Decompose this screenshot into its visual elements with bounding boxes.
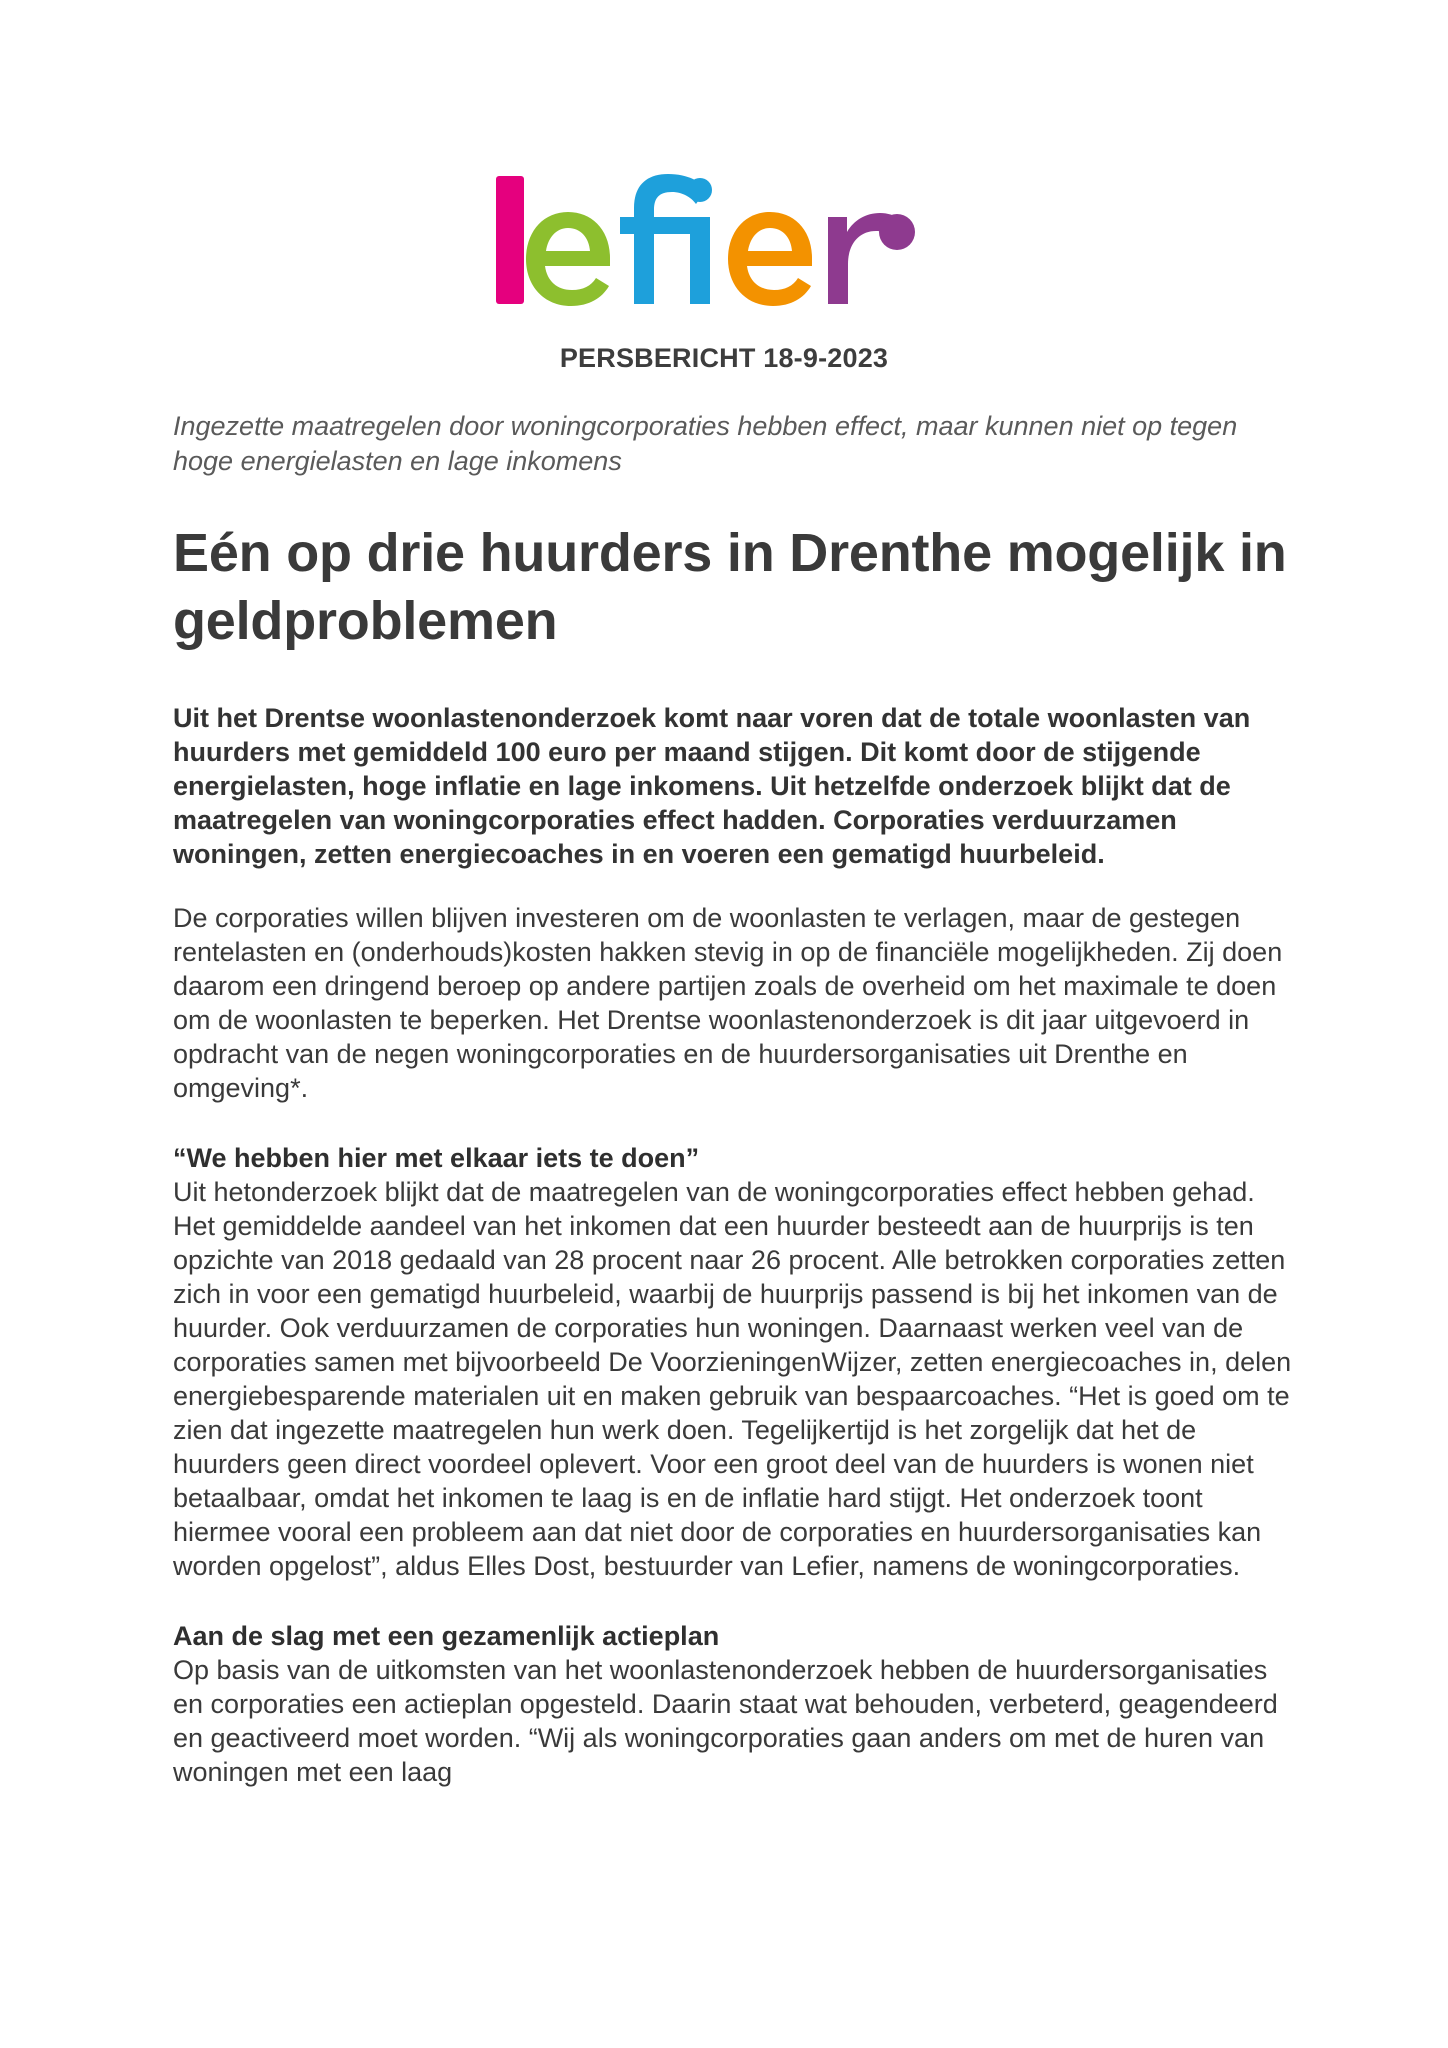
article-headline: Eén op drie huurders in Drenthe mogelijk in geldproblemen — [173, 523, 1287, 651]
section-body-2: Op basis van de uitkomsten van het woonlastenonderzoek hebben de huurdersorganisaties en corporaties een actieplan opgesteld. Daarin staat wat behouden, verbeterd, geagendeerd en geactiveerd moet worden. “Wij als woningcorporaties gaan anders om met de huren van woningen met een laag — [173, 1655, 1278, 1787]
section-body-1: Uit hetonderzoek blijkt dat de maatregelen van de woningcorporaties effect hebben gehad. Het gemiddelde aandeel van het inkomen dat een huurder besteedt aan de huurprijs is ten opzichte van 2018 gedaald van 28 procent naar 26 procent. Alle betrokken corporaties zetten zich in voor een gematigd huurbeleid, waarbij de huurprijs passend is bij het inkomen van de huurder. Ook verduurzamen de corporaties hun woningen. Daarnaast werken veel van de corporaties samen met bijvoorbeeld De VoorzieningenWijzer, zetten energiecoaches in, delen energiebesparende materialen uit en maken gebruik van bespaarcoaches. “Het is goed om te zien dat ingezette maatregelen hun werk doen. Tegelijkertijd is het zorgelijk dat het de huurders geen direct voordeel oplevert. Voor een groot deel van de huurders is wonen niet betaalbaar, omdat het inkomen te laag is en de inflatie hard stijgt. Het onderzoek toont hiermee vooral een probleem aan dat niet door de corporaties en huurdersorganisaties kan worden opgelost”, aldus Elles Dost, bestuurder van Lefier, namens de woningcorporaties. — [173, 1177, 1292, 1581]
lefier-logo — [492, 150, 962, 325]
section-heading-2: Aan de slag met een gezamenlijk actieplan — [173, 1621, 720, 1651]
press-release-dateline: PERSBERICHT 18-9-2023 — [559, 343, 889, 373]
article-lead: Uit het Drentse woonlastenonderzoek komt naar voren dat de totale woonlasten van huurders met gemiddeld 100 euro per maand stijgen. Dit komt door de stijgende energielasten, hoge inflatie en lage inkomens. Uit hetzelfde onderzoek blijkt dat de maatregelen van woningcorporaties effect hadden. Corporaties verduurzamen woningen, zetten energiecoaches in en voeren een gematigd huurbeleid. — [173, 703, 1251, 869]
article-body — [173, 409, 1293, 1789]
article-subtitle: Ingezette maatregelen door woningcorporaties hebben effect, maar kunnen niet op tegen hoge energielasten en lage inkomens — [173, 411, 1238, 476]
lefier-logo-icon — [492, 150, 962, 325]
section-heading-1: “We hebben hier met elkaar iets te doen” — [173, 1143, 700, 1173]
paragraph-1: De corporaties willen blijven investeren om de woonlasten te verlagen, maar de gestegen rentelasten en (onderhouds)kosten hakken stevig in op de financiële mogelijkheden. Zij doen daarom een dringend beroep op andere partijen zoals de overheid om het maximale te doen om de woonlasten te beperken. Het Drentse woonlastenonderzoek is dit jaar uitgevoerd in opdracht van de negen woningcorporaties en de huurdersorganisaties uit Drenthe en omgeving*. — [173, 903, 1283, 1103]
